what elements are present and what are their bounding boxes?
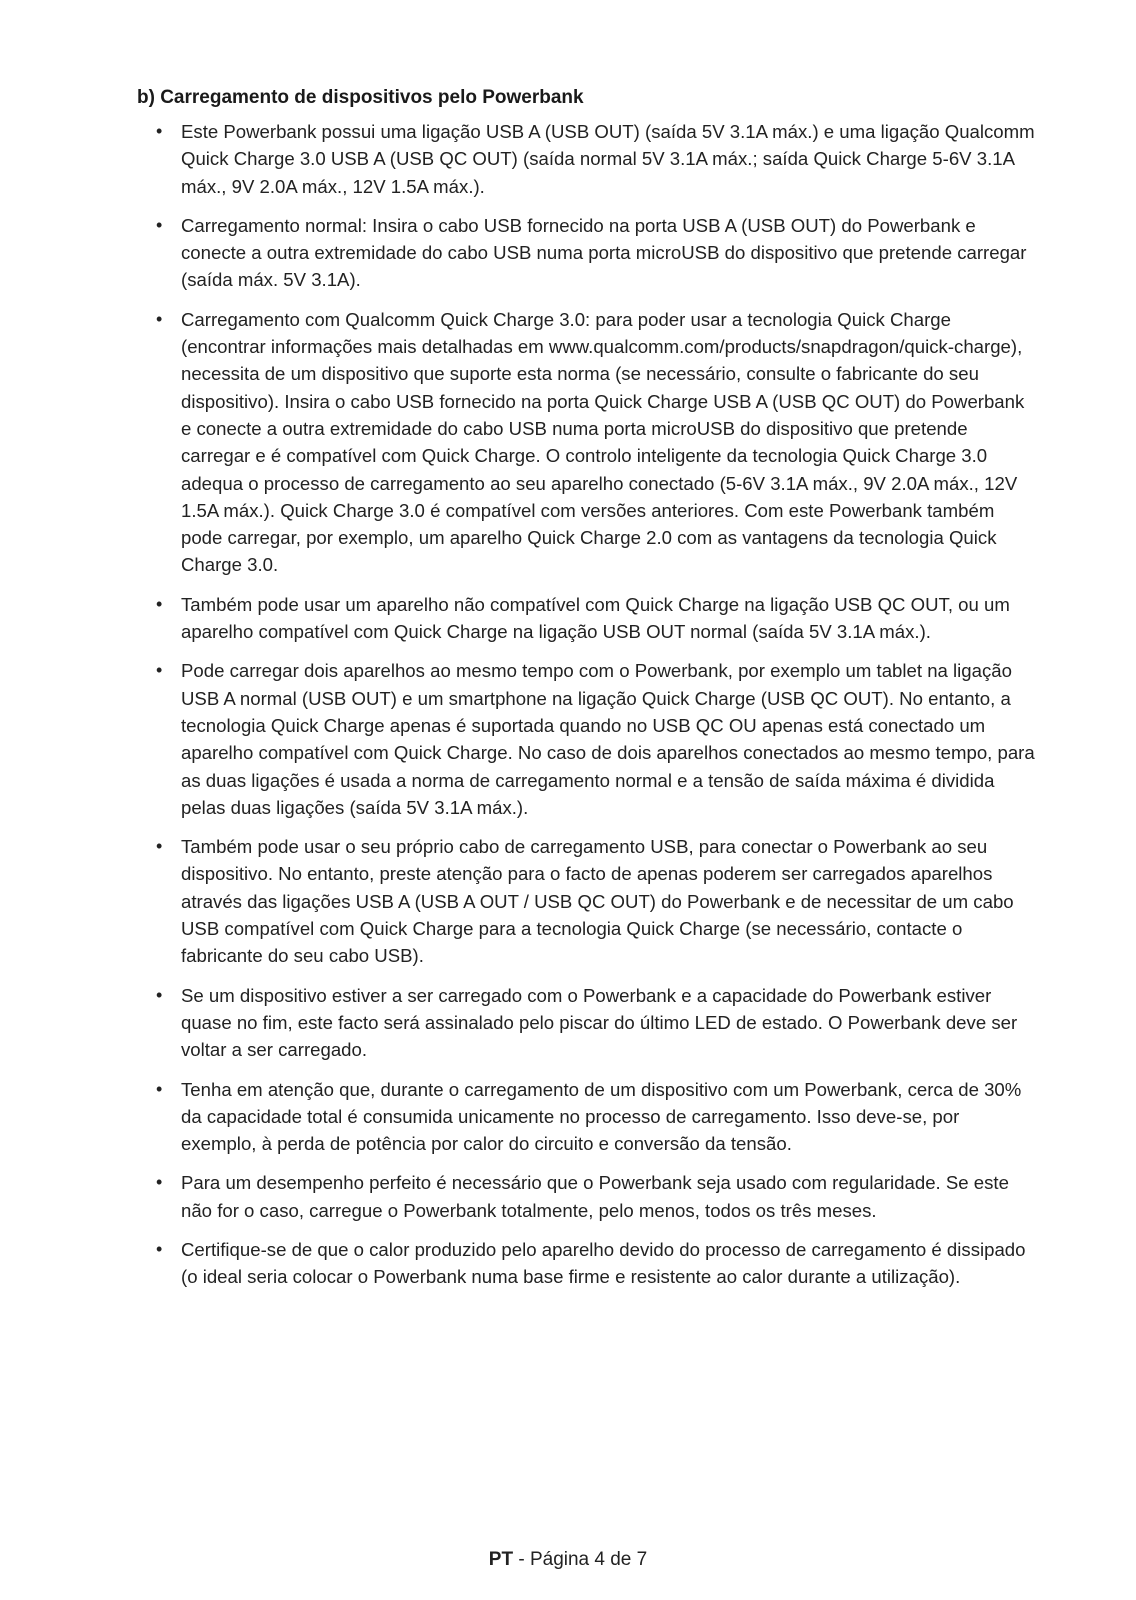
bullet-text: Carregamento normal: Insira o cabo USB fornecido na porta USB A (USB OUT) do Powerbank e conecte a outra extremidade do cabo USB numa porta microUSB do dispositivo que pretende carregar (saída máx. 5V 3.1A). <box>181 214 1027 291</box>
page-footer <box>0 1548 1136 1572</box>
bullet-icon: • <box>156 308 163 329</box>
list-item <box>137 833 1037 969</box>
bullet-text: Também pode usar o seu próprio cabo de carregamento USB, para conectar o Powerbank ao seu dispositivo. No entanto, preste atenção para o facto de apenas poderem ser carregados aparelhos através das ligações USB A (USB A OUT / USB QC OUT) do Powerbank e de necessitar de um cabo USB compatível com Quick Charge para a tecnologia Quick Charge (se necessário, contacte o fabricante do seu cabo USB). <box>181 836 1014 967</box>
bullet-icon: • <box>156 1172 163 1193</box>
bullet-icon: • <box>156 1238 163 1259</box>
section-heading: b) Carregamento de dispositivos pelo Powerbank <box>137 87 584 108</box>
footer-language: PT <box>488 1549 514 1570</box>
list-item <box>137 591 1037 646</box>
bullet-icon: • <box>156 836 163 857</box>
bullet-icon: • <box>156 214 163 235</box>
bullet-text: Se um dispositivo estiver a ser carregado com o Powerbank e a capacidade do Powerbank estiver quase no fim, este facto será assinalado pelo piscar do último LED de estado. O Powerbank deve ser voltar a ser carregado. <box>181 984 1018 1061</box>
bullet-text: Tenha em atenção que, durante o carregamento de um dispositivo com um Powerbank, cerca de 30% da capacidade total é consumida unicamente no processo de carregamento. Isso deve-se, por exemplo, à perda de potência por calor do circuito e conversão da tensão. <box>181 1078 1022 1155</box>
list-item <box>137 1076 1037 1158</box>
list-item <box>137 118 1037 200</box>
list-item <box>137 657 1037 821</box>
list-item <box>137 1169 1037 1224</box>
bullet-icon: • <box>156 984 163 1005</box>
list-item <box>137 982 1037 1064</box>
bullet-list <box>137 118 1037 1303</box>
footer-page-number: Página 4 de 7 <box>529 1549 648 1570</box>
bullet-text: Também pode usar um aparelho não compatível com Quick Charge na ligação USB QC OUT, ou um aparelho compatível com Quick Charge na ligação USB OUT normal (saída 5V 3.1A máx.). <box>181 593 1010 643</box>
bullet-icon: • <box>156 660 163 681</box>
list-item <box>137 1236 1037 1291</box>
bullet-text: Este Powerbank possui uma ligação USB A (USB OUT) (saída 5V 3.1A máx.) e uma ligação Qualcomm Quick Charge 3.0 USB A (USB QC OUT) (saída normal 5V 3.1A máx.; saída Quick Charge 5-6V 3.1A máx., 9V 2.0A máx., 12V 1.5A máx.). <box>181 121 1035 197</box>
bullet-text: Para um desempenho perfeito é necessário que o Powerbank seja usado com regularidade. Se este não for o caso, carregue o Powerbank totalmente, pelo menos, todos os três meses. <box>181 1172 1009 1221</box>
bullet-icon: • <box>156 121 163 141</box>
footer-separator: - <box>513 1549 530 1570</box>
list-item <box>137 306 1037 579</box>
list-item <box>137 212 1037 294</box>
bullet-text: Carregamento com Qualcomm Quick Charge 3.0: para poder usar a tecnologia Quick Charge (encontrar informações mais detalhadas em www.qualcomm.com/products/snapdragon/quick-charge), necessita de um dispositivo que suporte esta norma (se necessário, consulte o fabricante do seu dispositivo). Insira o cabo USB fornecido na porta Quick Charge USB A (USB QC OUT) do Powerbank e conecte a outra extremidade do cabo USB numa porta microUSB do dispositivo que pretende carregar e é compatível com Quick Charge. O controlo inteligente da tecnologia Quick Charge 3.0 adequa o processo de carregamento ao seu aparelho conectado (5-6V 3.1A máx., 9V 2.0A máx., 12V 1.5A máx.). Quick Charge 3.0 é compatível com versões anteriores. Com este Powerbank também pode carregar, por exemplo, um aparelho Quick Charge 2.0 com as vantagens da tecnologia Quick Charge 3.0. <box>181 308 1025 576</box>
bullet-icon: • <box>156 593 163 614</box>
bullet-icon: • <box>156 1078 163 1099</box>
bullet-text: Pode carregar dois aparelhos ao mesmo tempo com o Powerbank, por exemplo um tablet na ligação USB A normal (USB OUT) e um smartphone na ligação Quick Charge (USB QC OUT). No entanto, a tecnologia Quick Charge apenas é suportada quando no USB QC OU apenas está conectado um aparelho compatível com Quick Charge. No caso de dois aparelhos conectados ao mesmo tempo, para as duas ligações é usada a norma de carregamento normal e a tensão de saída máxima é dividida pelas duas ligações (saída 5V 3.1A máx.). <box>181 660 1035 818</box>
bullet-text: Certifique-se de que o calor produzido pelo aparelho devido do processo de carregamento é dissipado (o ideal seria colocar o Powerbank numa base firme e resistente ao calor durante a utilização). <box>181 1238 1026 1288</box>
